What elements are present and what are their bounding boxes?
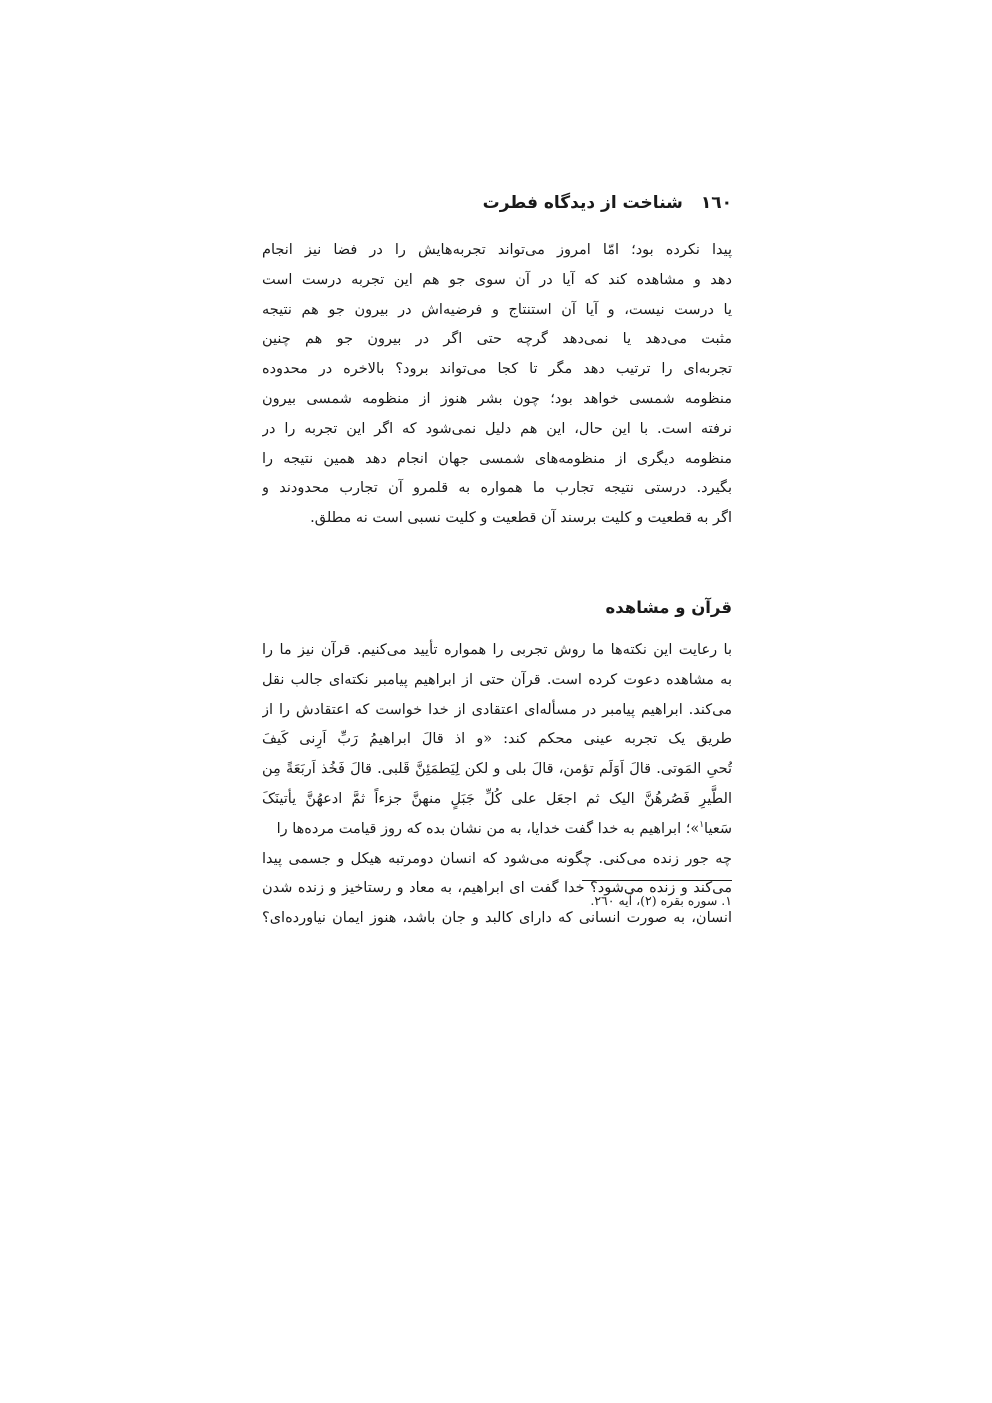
text-line: پیدا نکرده بود؛ امّا امروز می‌تواند تجربه‌هایش را در فضا نیز انجام [262, 242, 732, 258]
text-line-with-footnote [262, 815, 732, 845]
text-line: اگر به قطعیت و کلیت برسند آن قطعیت و کلیت نسبی است نه مطلق. [310, 510, 732, 527]
footnote-marker[interactable]: ١ [699, 819, 705, 830]
text-line: یا درست نیست، و آیا آن استنتاج و فرضیه‌اش در بیرون جو هم نتیجه [262, 301, 732, 318]
text-line: نرفته است. با این حال، این هم دلیل نمی‌شود که اگر این تجربه را در [262, 420, 732, 437]
text-line: با رعایت این نکته‌ها ما روش تجربی را همواره تأیید می‌کنیم. قرآن نیز ما را [262, 642, 732, 658]
text-line: دهد و مشاهده کند که آیا در آن سوی جو هم این تجربه درست است [262, 271, 732, 288]
text-line: چه جور زنده می‌کنی. چگونه می‌شود که انسان دومرتبه هیکل و جسمی پیدا [262, 850, 732, 867]
page-number: ١٦٠ [700, 193, 732, 213]
text-line: منظومه دیگری از منظومه‌های شمسی جهان انجام دهد همین نتیجه را [262, 450, 732, 467]
paragraph-1 [262, 236, 732, 534]
text-line: بگیرد. درستی نتیجه تجارب ما همواره به قلمرو آن تجارب محدودند و [262, 480, 732, 497]
footnote-divider [582, 880, 732, 881]
text-line-rest: »؛ ابراهیم به خدا گفت خدایا، به من نشان بده که روز قیامت مرده‌ها را [276, 820, 700, 837]
text-line: می‌کند. ابراهیم پیامبر در مسأله‌ای اعتقادی از خدا خواست که اعتقادش را از [262, 701, 732, 718]
text-line: به مشاهده دعوت کرده است. قرآن حتی از ابراهیم پیامبر نکته‌ای جالب نقل [262, 671, 732, 688]
text-line: تجربه‌ای را ترتیب دهد مگر تا کجا می‌تواند برود؟ بالاخره در محدوده [262, 361, 732, 378]
quote-end-word: سَعیا [704, 820, 732, 837]
footnote: ١. سوره بقره (٢)، آیه ٢٦٠. [590, 893, 732, 908]
section-heading: قرآن و مشاهده [605, 598, 732, 617]
text-line: تُحیِ المَوتی. قالَ اَوَلَم تؤمن، قالَ بلی و لکن لِیَطمَئِنَّ قَلبی. قالَ فَخُذ اَربَعَةً مِن [262, 761, 732, 778]
running-title: شناخت از دیدگاه فطرت [482, 193, 683, 213]
text-line: انسان، به صورت انسانی که دارای کالبد و جان باشد، هنوز ایمان نیاورده‌ای؟ [262, 910, 732, 927]
text-line: طریق یک تجربه عینی محکم کند: «و اذ قالَ ابراهیمُ رَبِّ اَرِنی کَیفَ [262, 731, 732, 748]
running-header [262, 188, 732, 218]
text-line: الطَّیرِ فَصُرهُنَّ الیک ثم اجعَل علی کُلِّ جَبَلٍ منهنَّ جزءاً ثمَّ ادعهُنَّ یأتینَکَ [262, 790, 732, 807]
text-line: مثبت می‌دهد یا نمی‌دهد گرچه حتی اگر در بیرون جو هم چنین [262, 331, 732, 348]
text-line: می‌کند و زنده می‌شود؟ خدا گفت ای ابراهیم، به معاد و رستاخیز و زنده شدن [262, 880, 732, 897]
text-line: منظومه شمسی خواهد بود؛ چون بشر هنوز از منظومه شمسی بیرون [262, 390, 732, 407]
